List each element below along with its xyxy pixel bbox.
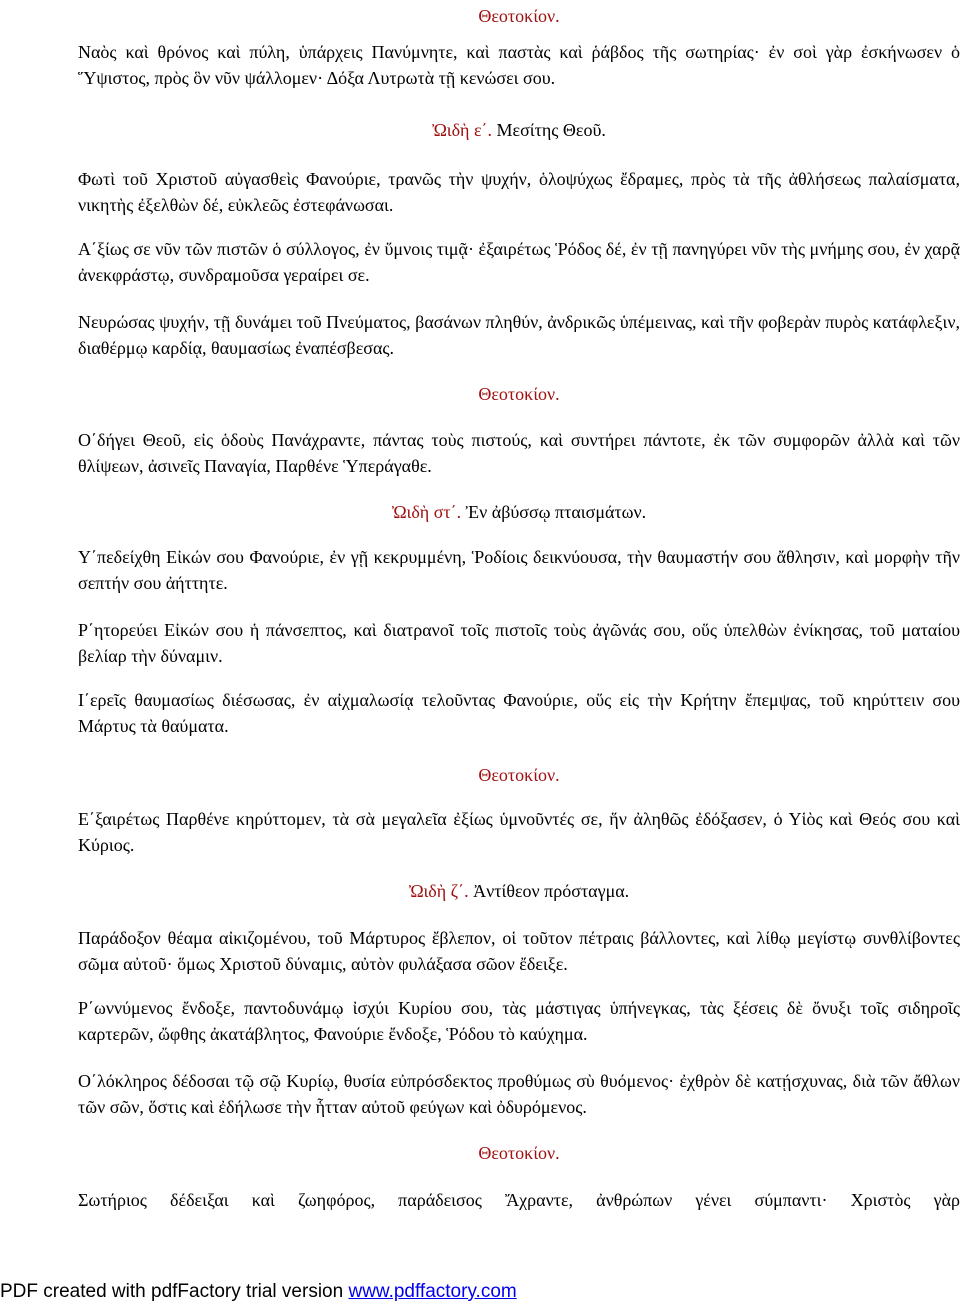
ode-heading: [78, 880, 960, 902]
hymn-verse: Ε΄ξαιρέτως Παρθένε κηρύττομεν, τὰ σὰ μεγαλεῖα ἐξίως ὑμνοῦντές σε, ἥν ἀληθῶς ἐδόξασεν, ὁ Υἱὸς καὶ Θεός σου καὶ Κύριος.: [78, 809, 960, 855]
heading-red-text: Θεοτοκίον.: [478, 384, 560, 404]
heading-red-text: Ὠιδὴ ε΄.: [432, 120, 493, 140]
hymn-verse: Σωτήριος δέδειξαι καὶ ζωηφόρος, παράδεισος Ἄχραντε, ἀνθρώπων γένει σύμπαντι· Χριστὸς γὰρ: [78, 1190, 960, 1210]
heading-black-text: Ἐν ἀβύσσῳ πταισμάτων.: [461, 502, 647, 522]
hymn-verse: Α΄ξίως σε νῦν τῶν πιστῶν ὁ σύλλογος, ἐν ὕμνοις τιμᾷ· ἐξαιρέτως Ῥόδος δέ, ἐν τῇ πανηγύρει νῦν τὴς μνήμης σου, ἐν χαρᾷ ἀνεκφράστῳ, συνδραμοῦσα γεραίρει σε.: [78, 239, 960, 285]
ode-heading: [78, 119, 960, 141]
section-heading: [78, 764, 960, 786]
hymn-verse: Ι΄ερεῖς θαυμασίως διέσωσας, ἐν αἰχμαλωσίᾳ τελοῦντας Φανούριε, οὕς εἰς τὴν Κρήτην ἔπεμψας, τοῦ κηρύττειν σου Μάρτυς τὰ θαύματα.: [78, 690, 960, 736]
heading-black-text: Ἀντίθεον πρόσταγμα.: [468, 881, 630, 901]
hymn-verse: Ρ΄ωννύμενος ἔνδοξε, παντοδυνάμῳ ἰσχύι Κυρίου σου, τὰς μάστιγας ὑπήνεγκας, τὰς ξέσεις δὲ ὄνυξι τοῖς σιδηροῖς καρτερῶν, ὤφθης ἀκατάβλητος, Φανούριε ἔνδοξε, Ῥόδου τὸ καύχημα.: [78, 998, 960, 1044]
hymn-verse: Παράδοξον θέαμα αἰκιζομένου, τοῦ Μάρτυρος ἔβλεπον, οἱ τοῦτον πέτραις βάλλοντες, καὶ λίθῳ μεγίστῳ συνθλίβοντες σῶμα αὐτοῦ· ὅμως Χριστοῦ δύναμις, αὐτὸν φυλάξασα σῶον ἔδειξε.: [78, 928, 960, 974]
hymn-verse: Ναὸς καὶ θρόνος καὶ πύλη, ὑπάρχεις Πανύμνητε, καὶ παστὰς καὶ ῥάβδος τῆς σωτηρίας· ἐν σοὶ γὰρ ἐσκήνωσεν ὁ Ὕψιστος, πρὸς ὃν νῦν ψάλλομεν· Δόξα Λυτρωτὰ τῇ κενώσει σου.: [78, 42, 960, 88]
heading-red-text: Ὠιδὴ ζ΄.: [408, 881, 469, 901]
footer-link[interactable]: www.pdffactory.com: [348, 1281, 517, 1302]
section-heading: [78, 383, 960, 405]
hymn-verse: Ρ΄ητορεύει Εἰκών σου ἡ πάνσεπτος, καὶ διατρανοῖ τοῖς πιστοῖς τοὺς ἀγῶνάς σου, οὕς ὑπελθὼν ἐνίκησας, τοῦ ματαίου βελίαρ τὴν δύναμιν.: [78, 620, 960, 666]
ode-heading: [78, 501, 960, 523]
section-heading: [78, 1142, 960, 1164]
footer-text: PDF created with pdfFactory trial version: [0, 1281, 349, 1302]
pdf-watermark-footer: [0, 1280, 517, 1304]
section-heading: [78, 5, 960, 27]
hymn-verse: Φωτὶ τοῦ Χριστοῦ αὐγασθεὶς Φανούριε, τρανῶς τὴν ψυχήν, ὁλοψύχως ἔδραμες, πρὸς τὰ τῆς ἀθλήσεως παλαίσματα, νικητὴς ἐξελθὼν δέ, εὐκλεῶς ἐστεφάνωσαι.: [78, 169, 960, 215]
heading-red-text: Θεοτοκίον.: [478, 6, 560, 26]
hymn-verse: Νευρώσας ψυχήν, τῇ δυνάμει τοῦ Πνεύματος, βασάνων πληθύν, ἀνδρικῶς ὑπέμεινας, καὶ τῆν φοβερὰν πυρὸς κατάφλεξιν, διαθέρμῳ καρδίᾳ, θαυμασίως ἐναπέσβεσας.: [78, 312, 960, 358]
hymn-verse: Ο΄δήγει Θεοῦ, εἰς ὁδοὺς Πανάχραντε, πάντας τοὺς πιστούς, καὶ συντήρει πάντοτε, ἐκ τῶν συμφορῶν ἀλλὰ καὶ τῶν θλίψεων, ἀσινεῖς Παναγία, Παρθένε Ὑπεράγαθε.: [78, 430, 960, 476]
hymn-verse: Ο΄λόκληρος δέδοσαι τῷ σῷ Κυρίῳ, θυσία εὐπρόσδεκτος προθύμως σὺ θυόμενος· ἐχθρὸν δὲ κατῄσχυνας, διὰ τῶν ἄθλων τῶν σῶν, ὅστις καὶ ἐδήλωσε τὴν ἧτταν αὐτοῦ φεύγων καὶ ὀδυρόμενος.: [78, 1071, 960, 1117]
hymn-verse: Υ΄πεδείχθη Εἰκών σου Φανούριε, ἐν γῇ κεκρυμμένη, Ῥοδίοις δεικνύουσα, τὴν θαυμαστήν σου ἄθλησιν, καὶ μορφὴν τῆν σεπτήν σου ἀήττητε.: [78, 547, 960, 593]
heading-red-text: Θεοτοκίον.: [478, 1143, 560, 1163]
heading-red-text: Θεοτοκίον.: [478, 765, 560, 785]
heading-red-text: Ὠιδὴ στ΄.: [391, 502, 462, 522]
heading-black-text: Μεσίτης Θεοῦ.: [492, 120, 606, 140]
